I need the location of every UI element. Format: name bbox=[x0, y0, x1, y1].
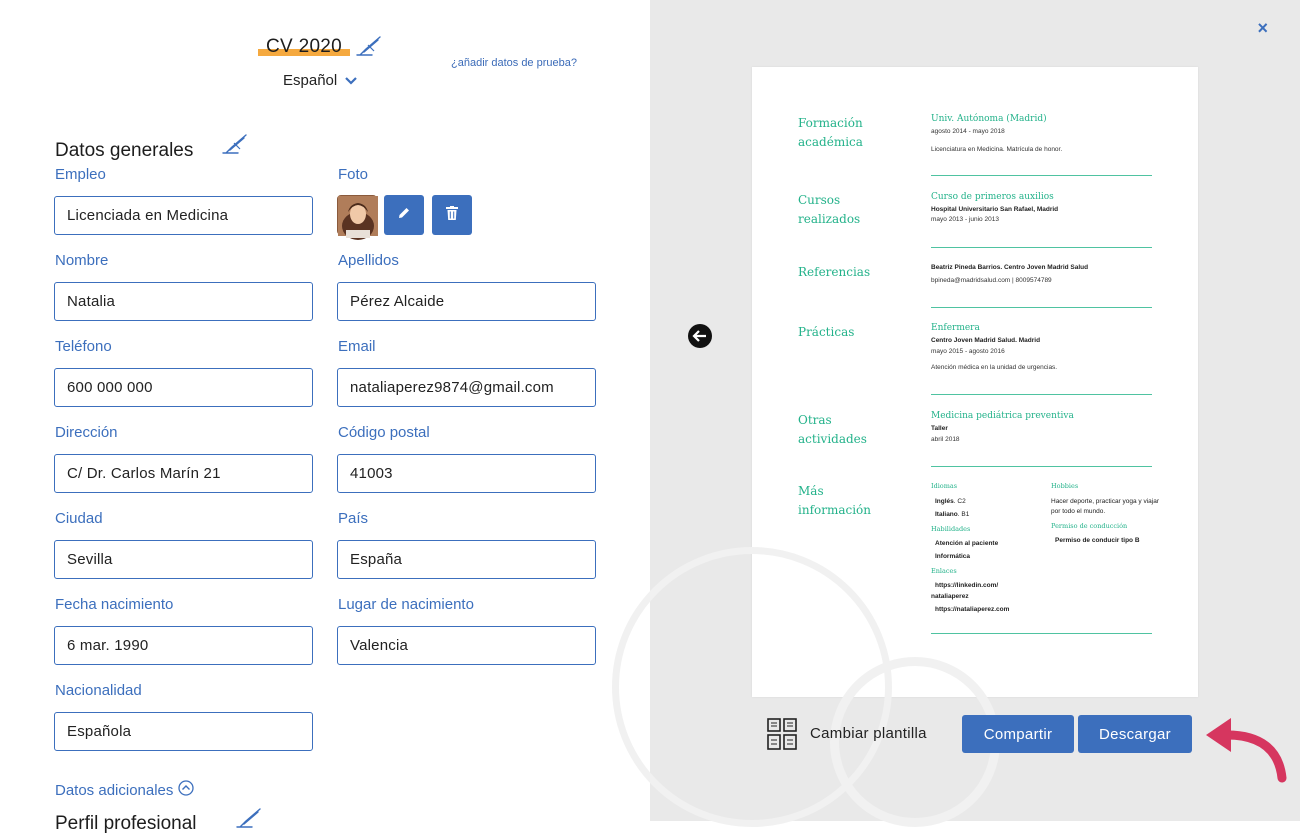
cv-reference-contact: bpineda@madridsalud.com | 8009574789 bbox=[931, 277, 1052, 284]
cv-entry-desc: Atención médica en la unidad de urgencias. bbox=[931, 364, 1058, 371]
cv-section-mas-line2: información bbox=[798, 503, 872, 517]
cv-idioma-2 bbox=[935, 511, 969, 518]
input-nombre[interactable]: Natalia bbox=[54, 282, 313, 321]
input-pais[interactable]: España bbox=[337, 540, 596, 579]
divider bbox=[931, 633, 1152, 634]
cv-idioma-2-level: . B1 bbox=[957, 511, 970, 518]
cv-idioma-1-name: Inglés bbox=[935, 498, 954, 505]
cv-habilidades-head: Habilidades bbox=[931, 525, 971, 533]
cv-section-mas-line1: Más bbox=[798, 484, 824, 498]
cv-entry-org: Hospital Universitario San Rafael, Madrid bbox=[931, 206, 1059, 213]
cv-section-cursos-line2: realizados bbox=[798, 212, 861, 226]
edit-photo-button[interactable] bbox=[384, 195, 424, 235]
input-direccion[interactable]: C/ Dr. Carlos Marín 21 bbox=[54, 454, 313, 493]
editor-panel bbox=[0, 0, 650, 834]
cv-link-1a: https://linkedin.com/ bbox=[935, 582, 999, 589]
cv-idiomas-head: Idiomas bbox=[931, 482, 958, 490]
change-template-button[interactable]: Cambiar plantilla bbox=[810, 725, 927, 742]
cv-title-wrap bbox=[258, 36, 350, 58]
cv-entry-title: Medicina pediátrica preventiva bbox=[931, 411, 1074, 421]
cv-entry-dates: abril 2018 bbox=[931, 436, 960, 443]
delete-photo-button[interactable] bbox=[432, 195, 472, 235]
curved-arrow-icon bbox=[1203, 708, 1289, 789]
cv-section-formacion bbox=[798, 114, 908, 152]
cv-section-referencias: Referencias bbox=[798, 265, 871, 279]
cv-hobbies-head: Hobbies bbox=[1051, 482, 1079, 490]
cv-hobbies-line2: por todo el mundo. bbox=[1051, 508, 1106, 515]
label-lugar-nacimiento: Lugar de nacimiento bbox=[338, 596, 474, 613]
cv-section-otras-line2: actividades bbox=[798, 432, 867, 446]
label-codigo-postal: Código postal bbox=[338, 424, 430, 441]
cv-entry-title: Enfermera bbox=[931, 323, 980, 333]
label-pais: País bbox=[338, 510, 369, 527]
label-apellidos: Apellidos bbox=[338, 252, 399, 269]
cv-reference-name: Beatriz Pineda Barrios. Centro Joven Madrid Salud bbox=[931, 264, 1089, 271]
cv-entry-title: Univ. Autónoma (Madrid) bbox=[931, 114, 1047, 124]
cv-habilidad-1: Atención al paciente bbox=[935, 540, 999, 547]
divider bbox=[931, 175, 1152, 176]
preview-panel bbox=[650, 0, 1300, 821]
divider bbox=[931, 394, 1152, 395]
cv-idioma-1-level: . C2 bbox=[953, 498, 966, 505]
cv-entry-dates: mayo 2013 - junio 2013 bbox=[931, 216, 999, 223]
cv-entry-dates: mayo 2015 - agosto 2016 bbox=[931, 348, 1005, 355]
label-empleo: Empleo bbox=[55, 166, 106, 183]
chevron-up-circle-icon bbox=[178, 782, 194, 799]
additional-data-label: Datos adicionales bbox=[55, 782, 174, 799]
cv-entry-desc: Licenciatura en Medicina. Matrícula de honor. bbox=[931, 146, 1063, 153]
share-button[interactable]: Compartir bbox=[962, 715, 1074, 753]
cv-title-text: CV 2020 bbox=[266, 36, 343, 57]
edit-title-pen-icon[interactable] bbox=[356, 35, 384, 62]
label-ciudad: Ciudad bbox=[55, 510, 103, 527]
cv-section-formacion-line2: académica bbox=[798, 135, 863, 149]
input-ciudad[interactable]: Sevilla bbox=[54, 540, 313, 579]
cv-section-cursos bbox=[798, 191, 908, 229]
cv-permiso: Permiso de conducir tipo B bbox=[1055, 537, 1140, 544]
label-email: Email bbox=[338, 338, 376, 355]
additional-data-toggle[interactable] bbox=[55, 780, 194, 799]
cv-idioma-1 bbox=[935, 498, 966, 505]
input-codigo-postal[interactable]: 41003 bbox=[337, 454, 596, 493]
cv-idioma-2-name: Italiano bbox=[935, 511, 958, 518]
trash-icon bbox=[446, 206, 458, 225]
label-fecha-nacimiento: Fecha nacimiento bbox=[55, 596, 174, 613]
profile-photo-thumbnail[interactable] bbox=[337, 195, 377, 235]
arrow-left-icon[interactable] bbox=[688, 324, 712, 348]
cv-link-1b: nataliaperez bbox=[931, 593, 969, 600]
cv-title[interactable] bbox=[258, 36, 350, 58]
cv-enlaces-head: Enlaces bbox=[931, 567, 957, 575]
label-telefono: Teléfono bbox=[55, 338, 112, 355]
pencil-icon bbox=[397, 206, 411, 225]
label-nacionalidad: Nacionalidad bbox=[55, 682, 142, 699]
divider bbox=[931, 247, 1152, 248]
edit-section-pen-icon[interactable] bbox=[222, 133, 250, 160]
cv-section-otras bbox=[798, 411, 908, 449]
input-telefono[interactable]: 600 000 000 bbox=[54, 368, 313, 407]
cv-section-practicas: Prácticas bbox=[798, 325, 855, 339]
cv-entry-type: Taller bbox=[931, 425, 948, 432]
cv-section-mas bbox=[798, 482, 908, 520]
template-grid-icon[interactable] bbox=[767, 718, 797, 755]
download-button[interactable]: Descargar bbox=[1078, 715, 1192, 753]
label-direccion: Dirección bbox=[55, 424, 118, 441]
cv-section-cursos-line1: Cursos bbox=[798, 193, 841, 207]
add-test-data-link[interactable]: ¿añadir datos de prueba? bbox=[451, 57, 577, 69]
input-email[interactable]: nataliaperez9874@gmail.com bbox=[337, 368, 596, 407]
language-label: Español bbox=[283, 72, 338, 89]
cv-entry-dates: agosto 2014 - mayo 2018 bbox=[931, 128, 1005, 135]
input-fecha-nacimiento[interactable]: 6 mar. 1990 bbox=[54, 626, 313, 665]
cv-hobbies-line1: Hacer deporte, practicar yoga y viajar bbox=[1051, 498, 1160, 505]
cv-permiso-head: Permiso de conducción bbox=[1051, 522, 1128, 530]
section-title-general: Datos generales bbox=[55, 140, 194, 161]
label-nombre: Nombre bbox=[55, 252, 109, 269]
cv-link-2: https://nataliaperez.com bbox=[935, 606, 1010, 613]
label-foto: Foto bbox=[338, 166, 369, 183]
input-nacionalidad[interactable]: Española bbox=[54, 712, 313, 751]
cv-section-formacion-line1: Formación bbox=[798, 116, 863, 130]
cv-entry-org: Centro Joven Madrid Salud. Madrid bbox=[931, 337, 1041, 344]
input-apellidos[interactable]: Pérez Alcaide bbox=[337, 282, 596, 321]
divider bbox=[931, 466, 1152, 467]
language-selector[interactable] bbox=[283, 72, 357, 89]
cv-habilidad-2: Informática bbox=[935, 553, 971, 560]
cv-entry-title: Curso de primeros auxilios bbox=[931, 192, 1054, 202]
divider bbox=[931, 307, 1152, 308]
input-lugar-nacimiento[interactable]: Valencia bbox=[337, 626, 596, 665]
section-title-profile: Perfil profesional bbox=[55, 813, 197, 834]
cv-preview-page[interactable] bbox=[752, 67, 1198, 697]
chevron-down-icon bbox=[345, 73, 357, 88]
cv-section-otras-line1: Otras bbox=[798, 413, 832, 427]
close-icon[interactable]: × bbox=[1257, 18, 1268, 38]
input-empleo[interactable]: Licenciada en Medicina bbox=[54, 196, 313, 235]
edit-profile-pen-icon[interactable] bbox=[236, 807, 264, 834]
